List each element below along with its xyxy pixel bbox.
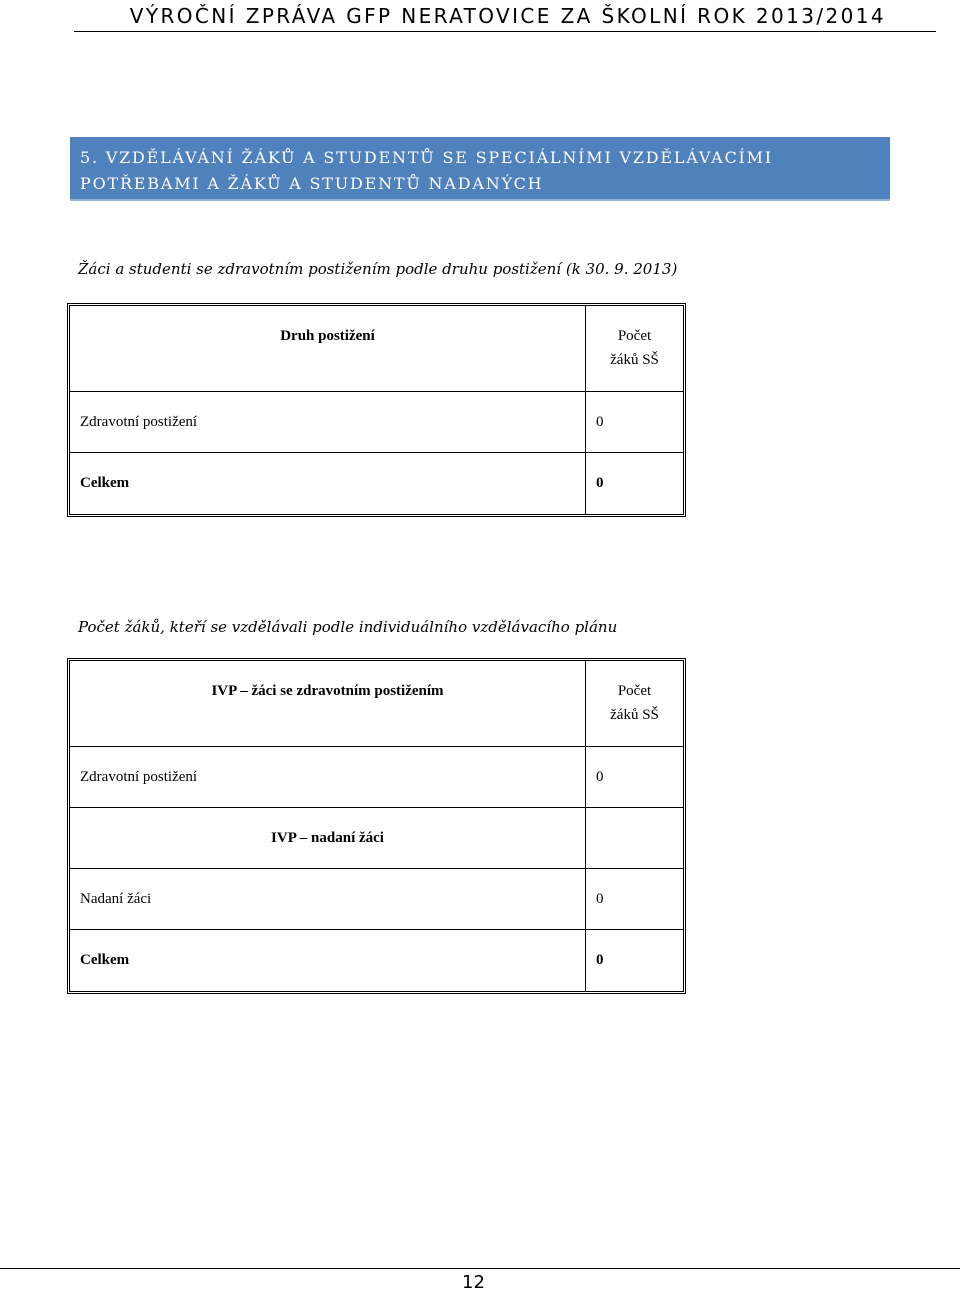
table-subheader-row xyxy=(70,808,683,869)
table2-caption: Počet žáků, kteří se vzdělávali podle individuálního vzdělávacího plánu xyxy=(78,618,618,636)
section-heading-line-1: 5. VZDĚLÁVÁNÍ ŽÁKŮ A STUDENTŮ SE SPECIÁLNÍMI VZDĚLÁVACÍMI xyxy=(80,148,773,167)
table-total-row xyxy=(70,930,683,991)
row-value: 0 xyxy=(586,392,683,453)
total-value: 0 xyxy=(596,952,604,968)
row-label: Zdravotní postižení xyxy=(70,392,586,453)
header-ivp-disability: IVP – žáci se zdravotním postižením xyxy=(70,661,586,747)
total-label: Celkem xyxy=(70,930,586,991)
table1-caption: Žáci a studenti se zdravotním postižením podle druhu postižení (k 30. 9. 2013) xyxy=(78,260,678,278)
total-value: 0 xyxy=(596,475,604,491)
row-label: Zdravotní postižení xyxy=(70,747,586,808)
header-student-count xyxy=(586,306,683,392)
total-label: Celkem xyxy=(70,453,586,514)
row-label: Nadaní žáci xyxy=(70,869,586,930)
header-count-line-2: žáků SŠ xyxy=(610,707,659,723)
table-row xyxy=(70,747,683,808)
table-row xyxy=(70,392,683,453)
table-header-row xyxy=(70,306,683,392)
subheader-value xyxy=(586,808,683,869)
header-count-line-1: Počet xyxy=(617,683,652,699)
header-student-count xyxy=(586,661,683,747)
footer-divider xyxy=(0,1268,960,1269)
section-heading-banner xyxy=(70,137,890,201)
disability-type-table xyxy=(67,303,686,517)
row-value: 0 xyxy=(586,869,683,930)
subheader-ivp-gifted: IVP – nadaní žáci xyxy=(70,808,586,869)
table-row xyxy=(70,869,683,930)
header-count-line-1: Počet xyxy=(617,328,652,344)
header-disability-type: Druh postižení xyxy=(70,306,586,392)
header-divider xyxy=(74,31,936,32)
ivp-table xyxy=(67,658,686,994)
row-value: 0 xyxy=(586,747,683,808)
header-count-line-2: žáků SŠ xyxy=(610,352,659,368)
report-header-title: VÝROČNÍ ZPRÁVA GFP NERATOVICE ZA ŠKOLNÍ ROK 2013/2014 xyxy=(129,4,886,28)
table-total-row xyxy=(70,453,683,514)
section-heading-line-2: POTŘEBAMI A ŽÁKŮ A STUDENTŮ NADANÝCH xyxy=(80,174,544,193)
page-number: 12 xyxy=(462,1272,485,1293)
table-header-row xyxy=(70,661,683,747)
